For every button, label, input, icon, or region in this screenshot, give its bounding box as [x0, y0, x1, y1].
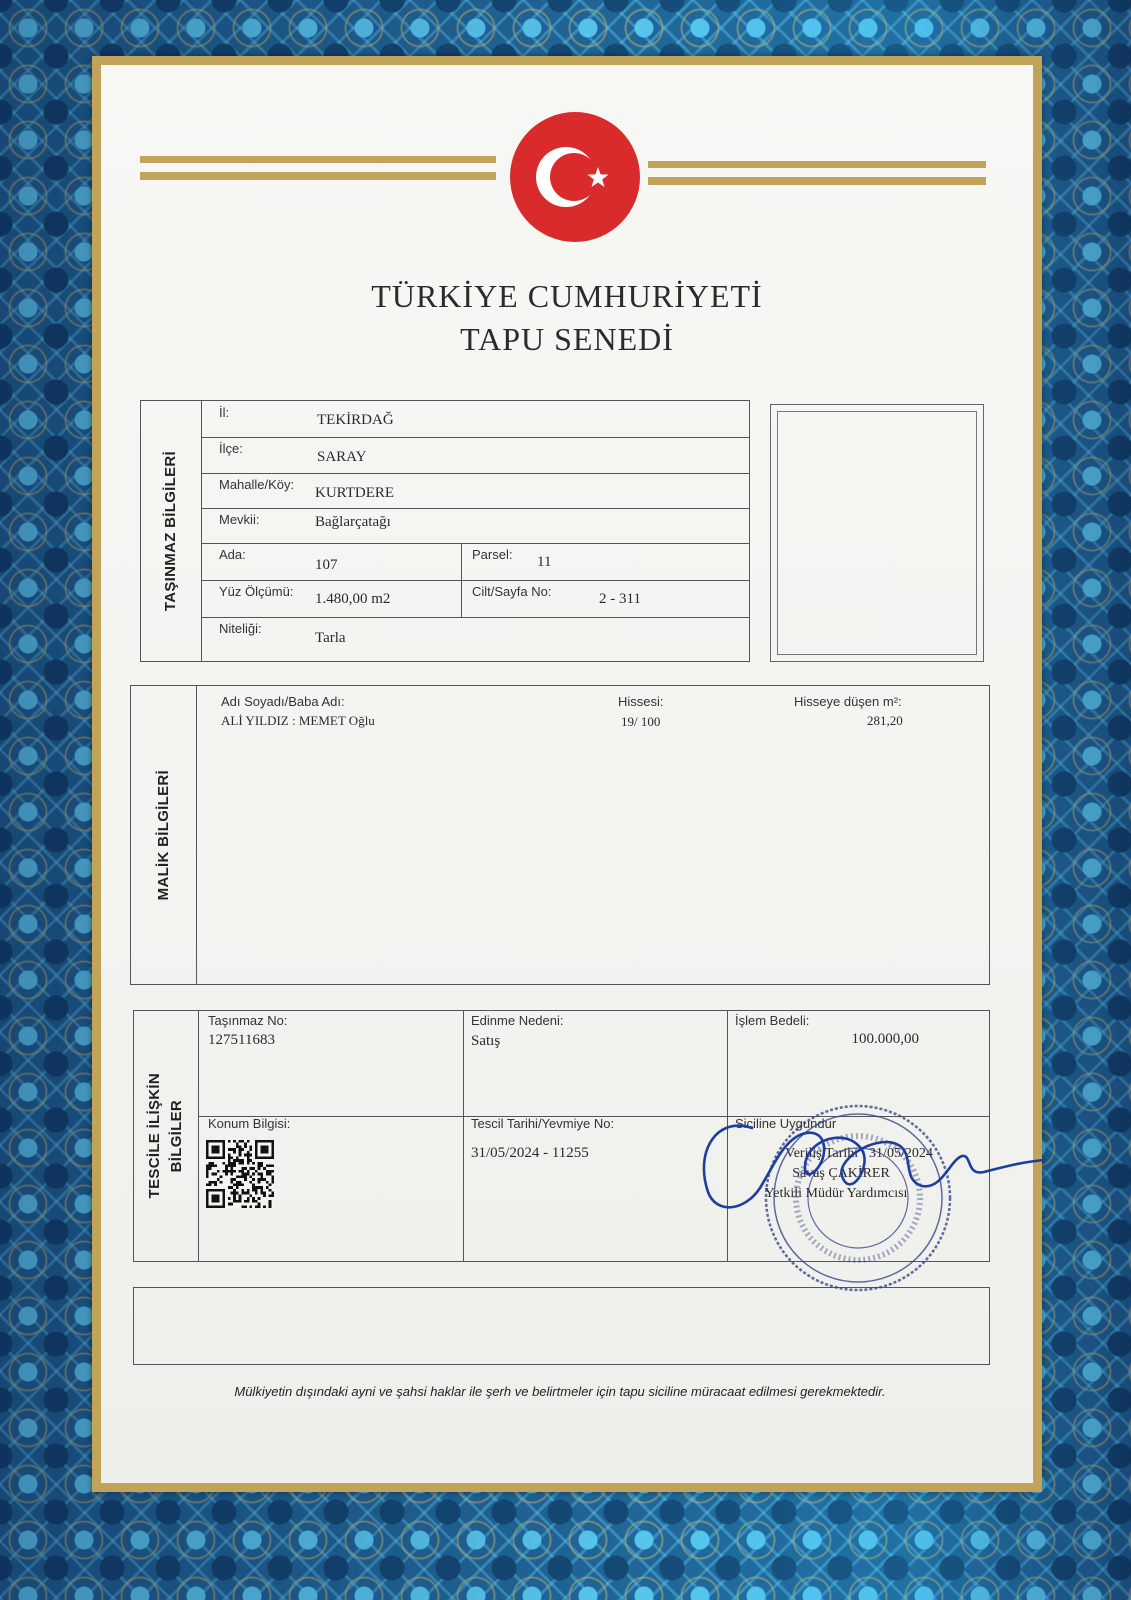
qr-module	[239, 1194, 242, 1197]
mevkii-value: Bağlarçatağı	[315, 514, 391, 530]
qr-module	[247, 1170, 250, 1173]
qr-module	[217, 1170, 220, 1173]
qr-module	[269, 1194, 272, 1197]
qr-module	[230, 1164, 233, 1167]
qr-module	[233, 1151, 236, 1154]
qr-module	[233, 1197, 236, 1200]
qr-module	[239, 1159, 242, 1162]
qr-module	[228, 1148, 231, 1151]
qr-module	[252, 1167, 255, 1170]
qr-module	[230, 1162, 233, 1165]
owner-name-value: ALİ YILDIZ : MEMET Oğlu	[221, 713, 375, 728]
qr-module	[271, 1192, 274, 1195]
qr-module	[236, 1192, 239, 1195]
qr-module	[271, 1175, 274, 1178]
qr-module	[228, 1203, 231, 1206]
qr-finder-core	[260, 1145, 268, 1153]
qr-module	[206, 1164, 209, 1167]
qr-module	[247, 1151, 250, 1154]
qr-module	[228, 1159, 231, 1162]
qr-module	[214, 1164, 217, 1167]
owner-section-label: MALİK BİLGİLERİ	[154, 769, 172, 901]
qr-module	[236, 1186, 239, 1189]
qr-module	[250, 1167, 253, 1170]
qr-module	[269, 1203, 272, 1206]
tasinmaz-no-label: Taşınmaz No:	[208, 1013, 288, 1028]
qr-module	[250, 1175, 253, 1178]
qr-module	[239, 1145, 242, 1148]
qr-module	[241, 1140, 244, 1143]
qr-module	[225, 1167, 228, 1170]
qr-module	[225, 1164, 228, 1167]
qr-module	[244, 1154, 247, 1157]
qr-module	[258, 1181, 261, 1184]
qr-module	[266, 1181, 269, 1184]
qr-module	[252, 1184, 255, 1187]
qr-module	[241, 1167, 244, 1170]
qr-module	[269, 1189, 272, 1192]
qr-module	[228, 1197, 231, 1200]
ada-label: Ada:	[219, 547, 246, 562]
qr-module	[241, 1148, 244, 1151]
turkish-crescent-star-emblem	[508, 110, 642, 244]
property-section-label: TAŞINMAZ BİLGİLERİ	[162, 450, 179, 612]
qr-module	[206, 1175, 209, 1178]
il-label: İl:	[219, 405, 230, 420]
qr-module	[239, 1140, 242, 1143]
qr-module	[260, 1186, 263, 1189]
qr-module	[233, 1140, 236, 1143]
registration-col-divider-2	[727, 1011, 728, 1261]
qr-module	[269, 1170, 272, 1173]
qr-module	[250, 1148, 253, 1151]
qr-module	[236, 1200, 239, 1203]
qr-module	[252, 1173, 255, 1176]
qr-module	[255, 1189, 258, 1192]
qr-module	[230, 1192, 233, 1195]
qr-module	[260, 1162, 263, 1165]
qr-module	[233, 1189, 236, 1192]
qr-module	[214, 1181, 217, 1184]
approval-title: Siciline Uygundur	[735, 1116, 837, 1131]
qr-module	[228, 1162, 231, 1165]
cilt-sayfa-value: 2 - 311	[599, 591, 641, 607]
owner-share-area-header: Hisseye düşen m²:	[794, 694, 902, 709]
qr-finder-core	[211, 1194, 219, 1202]
registration-info-section	[133, 1010, 990, 1262]
field-row-mahalle	[201, 474, 749, 509]
qr-module	[252, 1197, 255, 1200]
gold-stripe-right	[648, 161, 986, 185]
qr-module	[206, 1173, 209, 1176]
qr-module	[266, 1173, 269, 1176]
yuzolcumu-label: Yüz Ölçümü:	[219, 584, 294, 599]
qr-module	[244, 1173, 247, 1176]
qr-module	[236, 1156, 239, 1159]
annotations-box	[133, 1287, 990, 1365]
qr-module	[236, 1143, 239, 1146]
approval-official-name: Savaş ÇAKİRER	[792, 1166, 890, 1181]
document-subtitle: TAPU SENEDİ	[460, 321, 674, 357]
field-row-mevkii	[201, 509, 749, 544]
qr-module	[239, 1181, 242, 1184]
il-value: TEKİRDAĞ	[317, 412, 394, 428]
tasinmaz-no-value: 127511683	[208, 1032, 275, 1048]
ilce-label: İlçe:	[219, 441, 243, 456]
qr-module	[247, 1162, 250, 1165]
qr-module	[239, 1197, 242, 1200]
qr-module	[269, 1173, 272, 1176]
property-section-label-column	[141, 401, 202, 661]
qr-module	[266, 1170, 269, 1173]
qr-module	[206, 1170, 209, 1173]
field-row-ada-parsel	[201, 544, 749, 581]
qr-module	[214, 1184, 217, 1187]
qr-module	[241, 1189, 244, 1192]
ada-value: 107	[315, 557, 338, 573]
photo-box-inner-frame	[777, 411, 977, 655]
qr-module	[271, 1178, 274, 1181]
approval-issue-date: Veriliş Tarihi : 31/05/2024	[785, 1146, 933, 1161]
qr-module	[258, 1162, 261, 1165]
qr-module	[255, 1170, 258, 1173]
tescil-tarihi-label: Tescil Tarihi/Yevmiye No:	[471, 1116, 615, 1131]
qr-module	[241, 1170, 244, 1173]
qr-module	[220, 1175, 223, 1178]
qr-module	[258, 1197, 261, 1200]
parsel-label: Parsel:	[472, 547, 513, 562]
owner-share-value: 19/ 100	[621, 714, 661, 729]
photo-box	[770, 404, 984, 662]
qr-module	[230, 1167, 233, 1170]
qr-module	[228, 1154, 231, 1157]
qr-module	[255, 1186, 258, 1189]
qr-module	[241, 1173, 244, 1176]
qr-module	[247, 1200, 250, 1203]
owner-share-area-value: 281,20	[867, 713, 903, 728]
field-row-il	[201, 401, 749, 438]
qr-module	[241, 1205, 244, 1208]
qr-finder-core	[211, 1145, 219, 1153]
qr-module	[230, 1181, 233, 1184]
qr-module	[241, 1159, 244, 1162]
qr-module	[255, 1205, 258, 1208]
qr-module	[230, 1186, 233, 1189]
parsel-value: 11	[537, 554, 552, 570]
qr-module	[244, 1200, 247, 1203]
qr-module	[244, 1175, 247, 1178]
owner-share-header: Hissesi:	[618, 694, 664, 709]
qr-module	[233, 1164, 236, 1167]
mahalle-label: Mahalle/Köy:	[219, 477, 295, 492]
qr-module	[263, 1192, 266, 1195]
qr-module	[239, 1154, 242, 1157]
qr-module	[269, 1205, 272, 1208]
qr-module	[211, 1173, 214, 1176]
field-row-yuzolcumu-cilt	[201, 581, 749, 618]
qr-module	[233, 1170, 236, 1173]
qr-module	[260, 1189, 263, 1192]
approval-official-title: Yetkili Müdür Yardımcısı	[764, 1186, 908, 1201]
footer-note: Mülkiyetin dışındaki ayni ve şahsi haklar ile şerh ve belirtmeler için tapu siciline müracaat edilmesi gerekmektedir.	[234, 1384, 886, 1399]
qr-module	[239, 1200, 242, 1203]
qr-module	[233, 1194, 236, 1197]
qr-module	[260, 1178, 263, 1181]
ilce-value: SARAY	[317, 449, 367, 465]
registration-section-label-column	[134, 1011, 199, 1261]
qr-module	[239, 1170, 242, 1173]
qr-module	[222, 1162, 225, 1165]
qr-module	[247, 1140, 250, 1143]
qr-module	[271, 1170, 274, 1173]
qr-module	[252, 1189, 255, 1192]
qr-module	[258, 1205, 261, 1208]
registration-section-label	[144, 1073, 188, 1198]
qr-module	[244, 1145, 247, 1148]
registration-section-label-line1: TESCİLE İLİŞKİN	[146, 1073, 163, 1199]
islem-bedeli-value: 100.000,00	[851, 1031, 919, 1047]
yuzolcumu-value: 1.480,00 m2	[315, 591, 391, 607]
qr-module	[239, 1184, 242, 1187]
qr-module	[247, 1173, 250, 1176]
qr-module	[263, 1178, 266, 1181]
islem-bedeli-label: İşlem Bedeli:	[735, 1013, 810, 1028]
qr-module	[236, 1175, 239, 1178]
qr-module	[247, 1154, 250, 1157]
qr-module	[230, 1156, 233, 1159]
qr-module	[258, 1186, 261, 1189]
qr-module	[271, 1164, 274, 1167]
qr-module	[255, 1192, 258, 1195]
qr-module	[258, 1203, 261, 1206]
field-row-niteligi	[201, 618, 749, 661]
qr-module	[244, 1167, 247, 1170]
qr-module	[230, 1173, 233, 1176]
qr-module	[263, 1167, 266, 1170]
qr-module	[247, 1192, 250, 1195]
qr-module	[211, 1162, 214, 1165]
qr-module	[250, 1194, 253, 1197]
qr-module	[252, 1178, 255, 1181]
qr-module	[233, 1159, 236, 1162]
qr-module	[250, 1205, 253, 1208]
qr-module	[258, 1167, 261, 1170]
qr-module	[211, 1164, 214, 1167]
qr-module	[260, 1192, 263, 1195]
owner-info-section	[130, 685, 990, 985]
qr-module	[260, 1164, 263, 1167]
qr-module	[250, 1159, 253, 1162]
qr-module	[250, 1154, 253, 1157]
qr-module	[244, 1178, 247, 1181]
qr-module	[247, 1189, 250, 1192]
qr-module	[247, 1156, 250, 1159]
field-row-ilce	[201, 438, 749, 474]
owner-section-label-column	[131, 686, 197, 984]
qr-module	[206, 1184, 209, 1187]
qr-module	[241, 1162, 244, 1165]
qr-module	[211, 1181, 214, 1184]
qr-module	[236, 1145, 239, 1148]
qr-module	[252, 1186, 255, 1189]
qr-module	[247, 1197, 250, 1200]
qr-module	[263, 1205, 266, 1208]
qr-module	[233, 1192, 236, 1195]
qr-module	[236, 1184, 239, 1187]
owner-name-header: Adı Soyadı/Baba Adı:	[221, 694, 345, 709]
qr-module	[244, 1205, 247, 1208]
qr-module	[233, 1184, 236, 1187]
qr-module	[269, 1184, 272, 1187]
qr-module	[239, 1162, 242, 1165]
qr-module	[250, 1145, 253, 1148]
qr-module	[266, 1186, 269, 1189]
qr-module	[271, 1181, 274, 1184]
qr-module	[230, 1178, 233, 1181]
qr-module	[209, 1181, 212, 1184]
mevkii-label: Mevkii:	[219, 512, 260, 527]
qr-module	[269, 1200, 272, 1203]
niteligi-label: Niteliği:	[219, 621, 262, 636]
qr-module	[258, 1173, 261, 1176]
cilt-sayfa-label: Cilt/Sayfa No:	[472, 584, 552, 599]
qr-module	[236, 1181, 239, 1184]
qr-module	[209, 1162, 212, 1165]
mahalle-value: KURTDERE	[315, 485, 395, 501]
qr-module	[260, 1173, 263, 1176]
qr-module	[271, 1194, 274, 1197]
registration-section-label-line2: BİLGİLER	[168, 1099, 185, 1173]
qr-module	[220, 1181, 223, 1184]
qr-module	[252, 1162, 255, 1165]
registration-col-divider-1	[463, 1011, 464, 1261]
edinme-nedeni-label: Edinme Nedeni:	[471, 1013, 564, 1028]
qr-module	[247, 1159, 250, 1162]
qr-module	[222, 1170, 225, 1173]
qr-module	[250, 1181, 253, 1184]
qr-module	[258, 1178, 261, 1181]
qr-code	[206, 1140, 274, 1208]
document-title: TÜRKİYE CUMHURİYETİ	[371, 278, 763, 314]
qr-module	[269, 1164, 272, 1167]
qr-module	[258, 1164, 261, 1167]
qr-module	[228, 1186, 231, 1189]
konum-bilgisi-label: Konum Bilgisi:	[208, 1116, 291, 1131]
property-fields	[201, 401, 749, 661]
qr-module	[260, 1175, 263, 1178]
gold-stripe-left	[140, 156, 496, 180]
ada-parsel-divider	[461, 544, 462, 618]
qr-module	[228, 1156, 231, 1159]
niteligi-value: Tarla	[315, 630, 346, 646]
qr-module	[263, 1194, 266, 1197]
qr-module	[209, 1164, 212, 1167]
qr-module	[225, 1170, 228, 1173]
qr-module	[236, 1159, 239, 1162]
qr-module	[244, 1192, 247, 1195]
qr-module	[230, 1148, 233, 1151]
qr-module	[255, 1200, 258, 1203]
qr-module	[266, 1164, 269, 1167]
qr-module	[241, 1175, 244, 1178]
qr-module	[239, 1148, 242, 1151]
qr-module	[217, 1178, 220, 1181]
qr-module	[209, 1167, 212, 1170]
qr-module	[214, 1173, 217, 1176]
qr-module	[209, 1184, 212, 1187]
tescil-tarihi-value: 31/05/2024 - 11255	[471, 1145, 589, 1161]
qr-module	[228, 1164, 231, 1167]
property-info-section	[140, 400, 750, 662]
qr-module	[228, 1140, 231, 1143]
qr-module	[230, 1203, 233, 1206]
qr-module	[241, 1184, 244, 1187]
qr-module	[239, 1175, 242, 1178]
qr-module	[228, 1170, 231, 1173]
qr-module	[239, 1151, 242, 1154]
qr-module	[244, 1143, 247, 1146]
qr-module	[233, 1148, 236, 1151]
qr-module	[206, 1167, 209, 1170]
qr-module	[252, 1200, 255, 1203]
qr-module	[230, 1170, 233, 1173]
qr-module	[241, 1192, 244, 1195]
qr-module	[233, 1178, 236, 1181]
qr-module	[233, 1162, 236, 1165]
edinme-nedeni-value: Satış	[471, 1033, 501, 1049]
qr-module	[225, 1173, 228, 1176]
qr-module	[233, 1200, 236, 1203]
